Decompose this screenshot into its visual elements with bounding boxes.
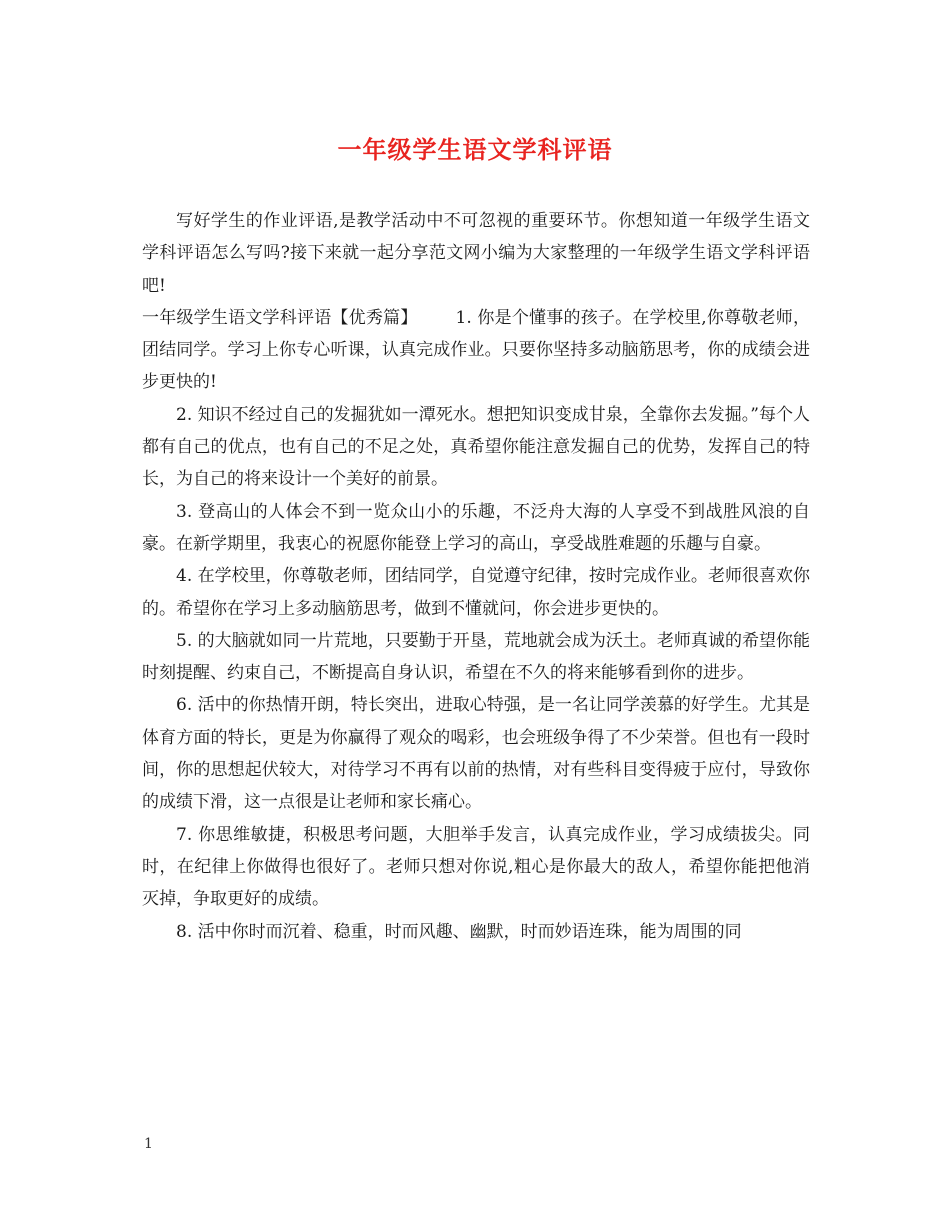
document-title: 一年级学生语文学科评语 [337,135,613,164]
comment-item-5: 5. 的大脑就如同一片荒地，只要勤于开垦，荒地就会成为沃土。老师真诚的希望你能时刻提醒、约束自己，不断提高自身认识，希望在不久的将来能够看到你的进步。 [142,630,810,684]
comment-item-4: 4. 在学校里，你尊敬老师，团结同学，自觉遵守纪律，按时完成作业。老师很喜欢你的。希望你在学习上多动脑筋思考，做到不懂就问，你会进步更快的。 [142,566,810,619]
section-heading: 一年级学生语文学科评语【优秀篇】 [142,307,418,328]
comment-item-1: 1. 你是个懂事的孩子。在学校里,你尊敬老师，团结同学。学习上你专心听课，认真完成作业。只要你坚持多动脑筋思考，你的成绩会进步更快的! [142,307,811,393]
comment-item-3: 3. 登高山的人体会不到一览众山小的乐趣，不泛舟大海的人享受不到战胜风浪的自豪。在新学期里，我衷心的祝愿你能登上学习的高山，享受战胜难题的乐趣与自豪。 [142,501,810,554]
comment-item-6: 6. 活中的你热情开朗，特长突出，进取心特强，是一名让同学羡慕的好学生。尤其是体育方面的特长，更是为你赢得了观众的喝彩，也会班级争得了不少荣誉。但也有一段时间，你的思想起伏较大，对待学习不再有以前的热情，对有些科目变得疲于应付，导致你的成绩下滑，这一点很是让老师和家长痛心。 [142,695,810,813]
document-body [142,205,810,948]
section-paragraph [142,302,810,399]
comment-item-8: 8. 活中你时而沉着、稳重，时而风趣、幽默，时而妙语连珠，能为周围的同 [176,921,742,942]
intro-paragraph: 写好学生的作业评语,是教学活动中不可忽视的重要环节。你想知道一年级学生语文学科评语怎么写吗?接下来就一起分享范文网小编为大家整理的一年级学生语文学科评语吧! [142,211,810,296]
comment-item-2: 2. 知识不经过自己的发掘犹如一潭死水。想把知识变成甘泉，全靠你去发掘。”每个人都有自己的优点，也有自己的不足之处，真希望你能注意发掘自己的优势，发挥自己的特长，为自己的将来设计一个美好的前景。 [142,404,810,490]
page-number: 1 [144,1136,153,1152]
comment-item-7: 7. 你思维敏捷，积极思考问题，大胆举手发言，认真完成作业，学习成绩拔尖。同时，在纪律上你做得也很好了。老师只想对你说,粗心是你最大的敌人，希望你能把他消灭掉，争取更好的成绩。 [142,824,810,910]
